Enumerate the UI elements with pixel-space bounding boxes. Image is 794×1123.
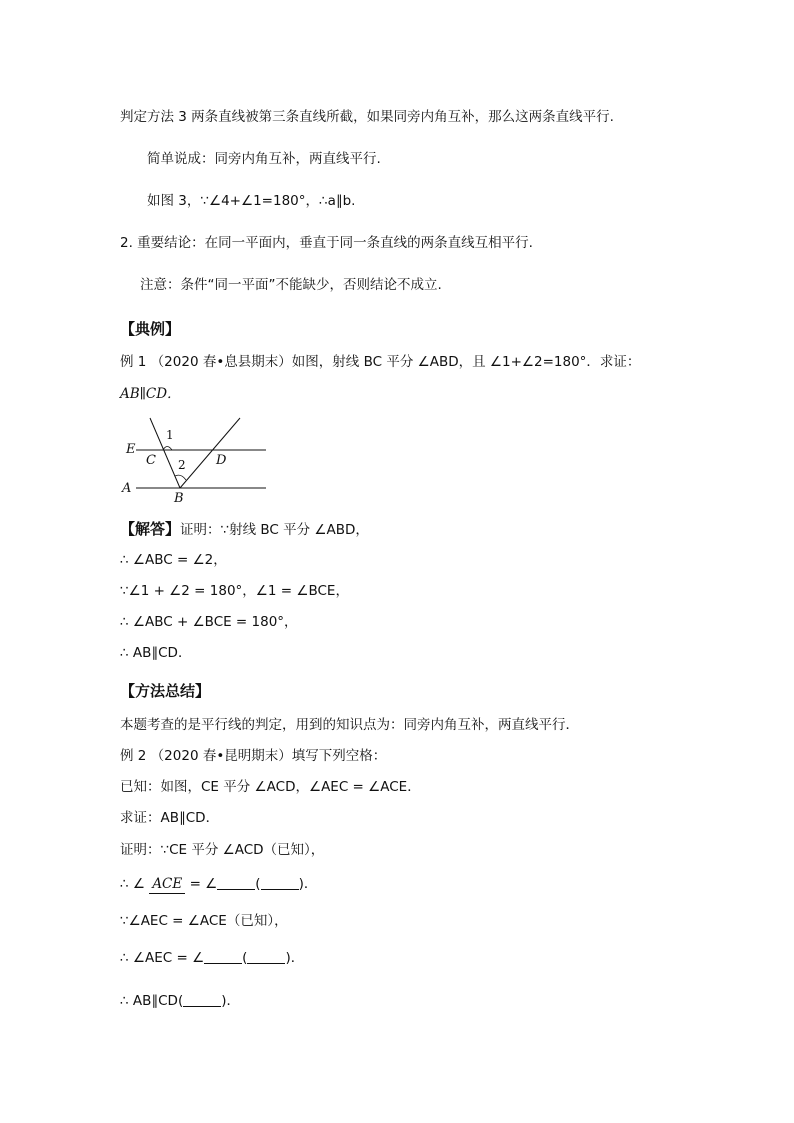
example1-figure bbox=[118, 413, 278, 505]
example2-proof-line1: 证明：∵CE 平分 ∠ACD（已知）， bbox=[120, 842, 325, 858]
example2-prove: 求证：AB∥CD． bbox=[120, 810, 220, 826]
angle-1-arc bbox=[163, 447, 172, 451]
blank-reason-2[interactable] bbox=[247, 950, 285, 964]
label-2: 2 bbox=[178, 458, 186, 472]
blank-angle-1[interactable]: ACE bbox=[149, 875, 185, 894]
solution-line1 bbox=[120, 520, 369, 539]
label-B: B bbox=[174, 491, 184, 505]
example2-proof-line2: ∴ ∠ ACE = ∠ ( )． bbox=[120, 876, 318, 892]
solution-line4: ∴ ∠ABC + ∠BCE = 180°， bbox=[120, 614, 298, 630]
note-text: 注意：条件“同一平面”不能缺少，否则结论不成立. bbox=[140, 277, 442, 293]
summary-text: 本题考查的是平行线的判定，用到的知识点为：同旁内角互补，两直线平行． bbox=[120, 717, 579, 733]
solution-line2: ∴ ∠ABC = ∠2， bbox=[120, 552, 227, 568]
example1-goal: AB∥CD． bbox=[120, 386, 181, 402]
solution-tag: 【解答】 bbox=[120, 520, 181, 538]
label-E: E bbox=[126, 442, 136, 457]
label-C: C bbox=[146, 453, 156, 468]
label-1: 1 bbox=[166, 428, 174, 442]
example2-proof-line5: ∴ AB∥CD( )． bbox=[120, 993, 240, 1009]
blank-reason-1[interactable] bbox=[261, 876, 299, 890]
method3-text: 判定方法 3 两条直线被第三条直线所截，如果同旁内角互补，那么这两条直线平行. bbox=[120, 109, 614, 125]
solution-line3: ∵∠1 + ∠2 = 180°，∠1 = ∠BCE， bbox=[120, 583, 349, 599]
example2-proof-line3: ∵∠AEC = ∠ACE（已知）， bbox=[120, 913, 288, 929]
ray-bd bbox=[180, 418, 240, 488]
blank-angle-2[interactable] bbox=[217, 876, 255, 890]
example2-known: 已知：如图，CE 平分 ∠ACD，∠AEC = ∠ACE． bbox=[120, 779, 421, 795]
example2-title: 例 2 （2020 春•昆明期末）填写下列空格： bbox=[120, 748, 387, 764]
figure3-statement: 如图 3，∵∠4+∠1=180°，∴a∥b. bbox=[147, 193, 356, 209]
short-statement: 简单说成：同旁内角互补，两直线平行. bbox=[147, 151, 381, 167]
blank-reason-3[interactable] bbox=[183, 993, 221, 1007]
section-summary-heading: 【方法总结】 bbox=[120, 682, 211, 700]
important-conclusion: 2. 重要结论：在同一平面内，垂直于同一条直线的两条直线互相平行. bbox=[120, 235, 533, 251]
solution-line5: ∴ AB∥CD． bbox=[120, 645, 192, 661]
solution-text-1: 证明：∵射线 BC 平分 ∠ABD， bbox=[180, 522, 369, 538]
example2-proof-line4: ∴ ∠AEC = ∠ ( )． bbox=[120, 950, 305, 966]
label-D: D bbox=[216, 453, 227, 468]
example1-statement: 例 1 （2020 春•息县期末）如图，射线 BC 平分 ∠ABD，且 ∠1+∠2=180°．求证： bbox=[120, 354, 641, 370]
label-A: A bbox=[122, 481, 132, 496]
blank-angle-3[interactable] bbox=[204, 950, 242, 964]
section-example-heading: 【典例】 bbox=[120, 320, 181, 338]
